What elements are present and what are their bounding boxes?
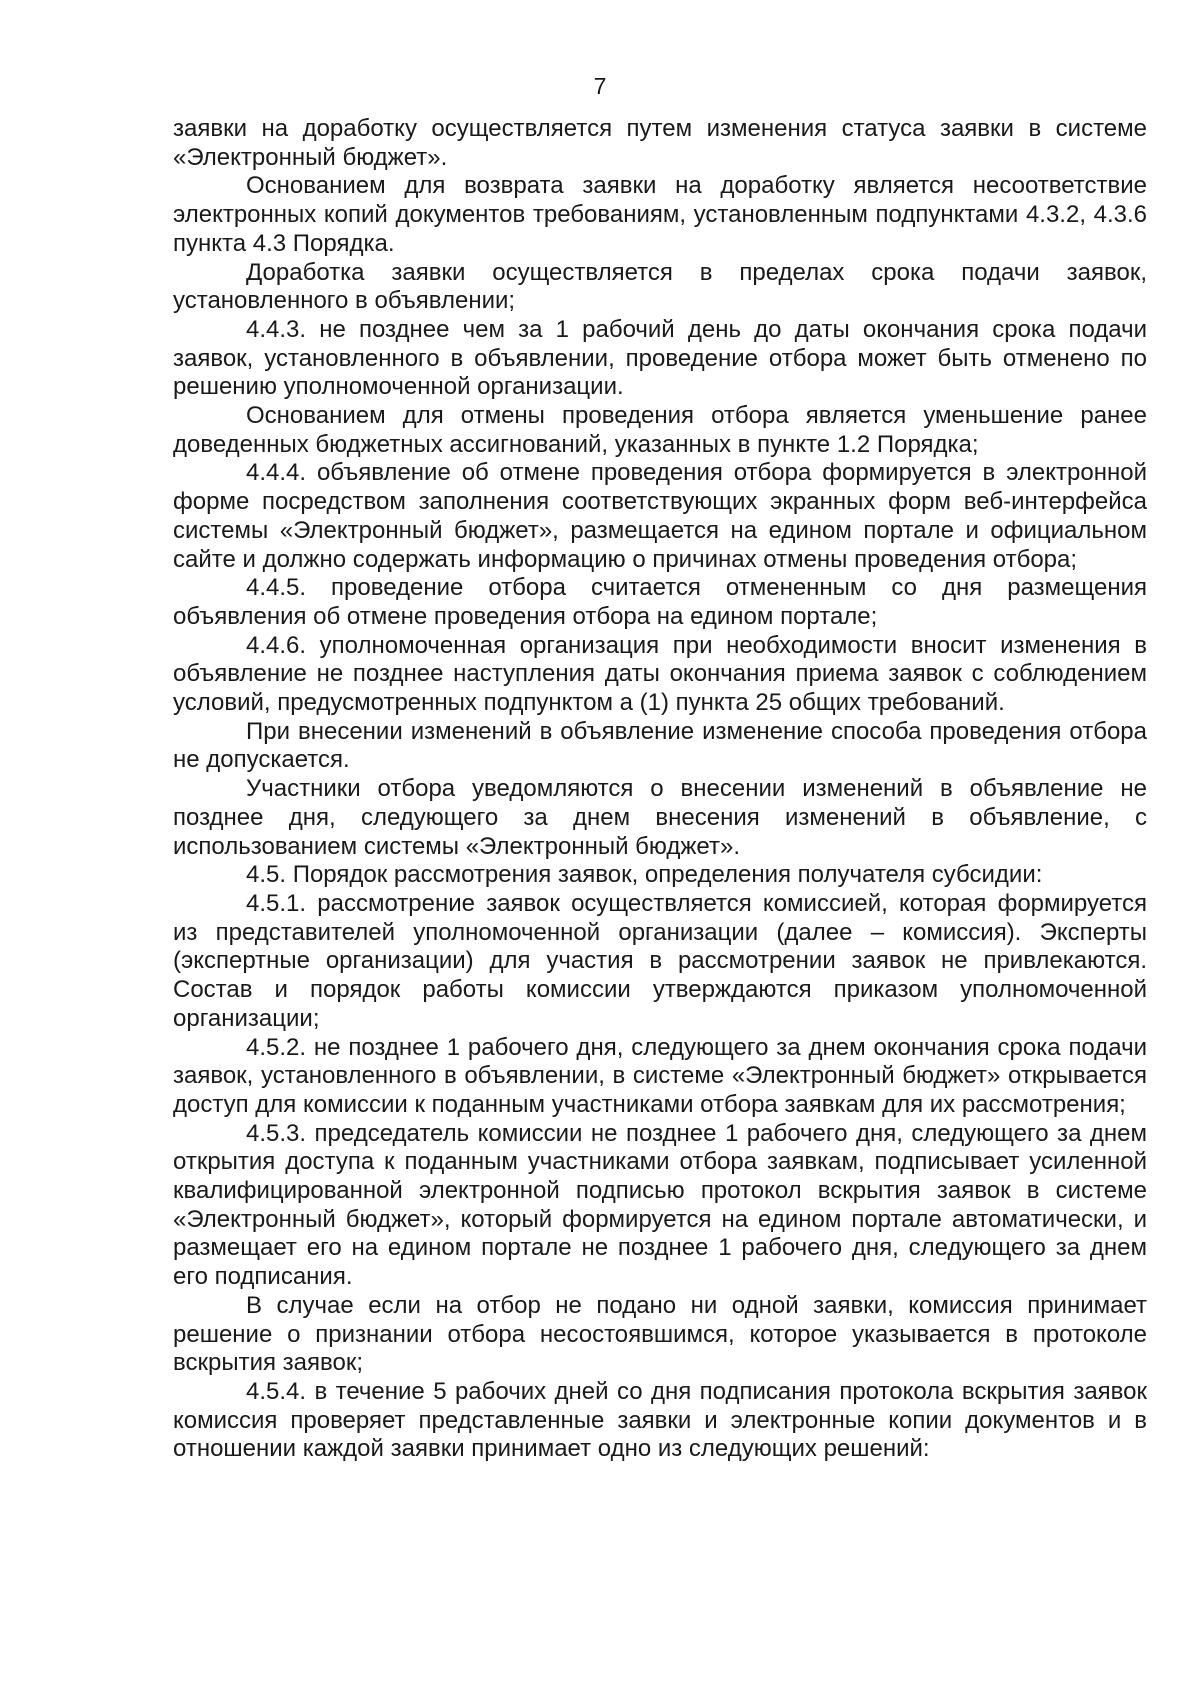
paragraph: 4.5.4. в течение 5 рабочих дней со дня подписания протокола вскрытия заявок комиссия проверяет представленные заявки и электронные копии документов и в отношении каждой заявки принимает одно из следующих решений: bbox=[173, 1377, 1147, 1463]
paragraph: 4.5.2. не позднее 1 рабочего дня, следующего за днем окончания срока подачи заявок, установленного в объявлении, в системе «Электронный бюджет» открывается доступ для комиссии к поданным участниками отбора заявкам для их рассмотрения; bbox=[173, 1033, 1147, 1118]
paragraph: 4.4.6. уполномоченная организация при необходимости вносит изменения в объявление не позднее наступления даты окончания приема заявок с соблюдением условий, предусмотренных подпунктом а (1) пункта 25 общих требований. bbox=[173, 631, 1147, 717]
paragraph: 4.5.1. рассмотрение заявок осуществляется комиссией, которая формируется из представителей уполномоченной организации (далее – комиссия). Эксперты (экспертные организации) для участия в рассмотрении заявок не привлекаются. Состав и порядок работы комиссии утверждаются приказом уполномоченной организации; bbox=[173, 889, 1147, 1032]
paragraph: При внесении изменений в объявление изменение способа проведения отбора не допускается. bbox=[173, 717, 1147, 774]
paragraph: 4.5.3. председатель комиссии не позднее 1 рабочего дня, следующего за днем открытия доступа к поданным участниками отбора заявкам, подписывает усиленной квалифицированной электронной подписью протокол вскрытия заявок в системе «Электронный бюджет», который формируется на едином портале автоматически, и размещает его на едином портале не позднее 1 рабочего дня, следующего за днем его подписания. bbox=[173, 1119, 1147, 1291]
paragraph: Основанием для возврата заявки на доработку является несоответствие электронных копий документов требованиям, установленным подпунктами 4.3.2, 4.3.6 пункта 4.3 Порядка. bbox=[173, 172, 1147, 257]
paragraph: 4.4.3. не позднее чем за 1 рабочий день до даты окончания срока подачи заявок, установленного в объявлении, проведение отбора может быть отменено по решению уполномоченной организации. bbox=[173, 315, 1147, 401]
section-heading: 4.5. Порядок рассмотрения заявок, определения получателя субсидии: bbox=[246, 861, 1043, 889]
paragraph: 4.4.4. объявление об отмене проведения отбора формируется в электронной форме посредством заполнения соответствующих экранных форм веб-интерфейса системы «Электронный бюджет», размещается на едином портале и официальном сайте и должно содержать информацию о причинах отмены проведения отбора; bbox=[173, 459, 1147, 573]
document-body bbox=[173, 115, 1147, 1464]
paragraph: 4.4.5. проведение отбора считается отмененным со дня размещения объявления об отмене проведения отбора на едином портале; bbox=[173, 574, 1147, 630]
paragraph: Основанием для отмены проведения отбора является уменьшение ранее доведенных бюджетных ассигнований, указанных в пункте 1.2 Порядка; bbox=[173, 402, 1147, 458]
paragraph: В случае если на отбор не подано ни одной заявки, комиссия принимает решение о признании отбора несостоявшимся, которое указывается в протоколе вскрытия заявок; bbox=[173, 1291, 1147, 1377]
paragraph: Доработка заявки осуществляется в пределах срока подачи заявок, установленного в объявлении; bbox=[173, 258, 1147, 315]
paragraph: заявки на доработку осуществляется путем изменения статуса заявки в системе «Электронный бюджет». bbox=[173, 115, 1147, 171]
page-number: 7 bbox=[593, 73, 607, 99]
paragraph: Участники отбора уведомляются о внесении изменений в объявление не позднее дня, следующего за днем внесения изменений в объявление, с использованием системы «Электронный бюджет». bbox=[173, 775, 1147, 860]
